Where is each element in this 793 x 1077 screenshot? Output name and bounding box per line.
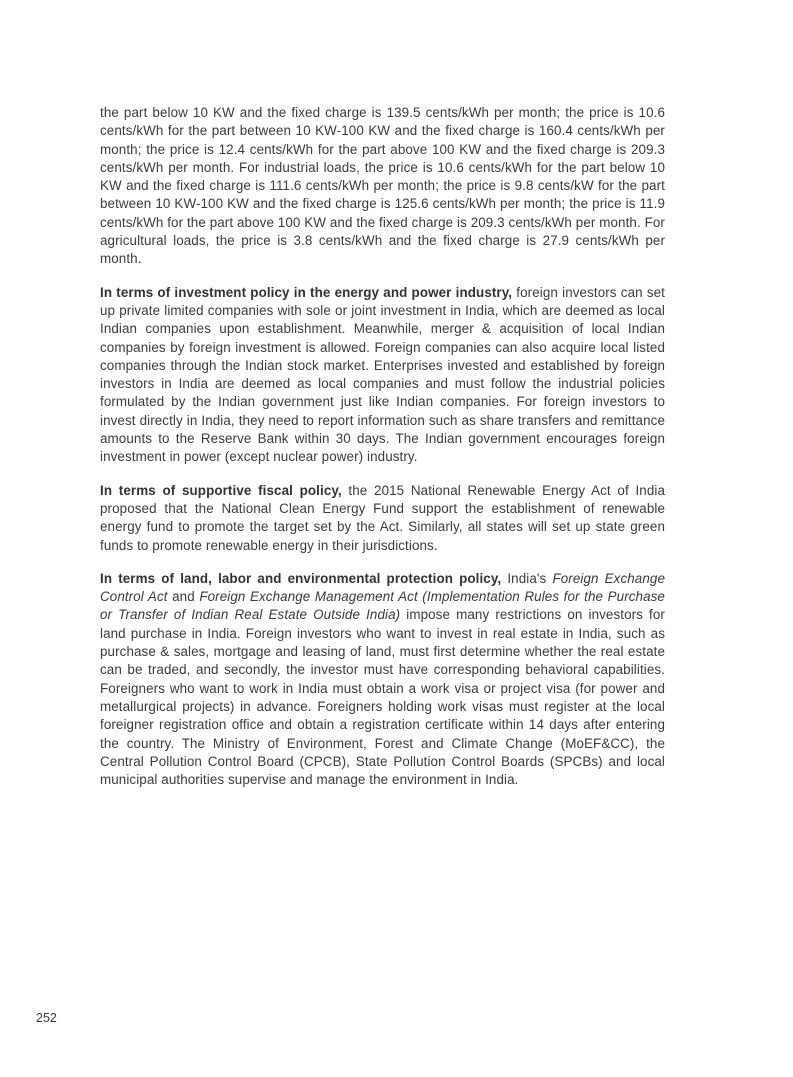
paragraph-text: the part below 10 KW and the fixed charge is 139.5 cents/kWh per month; the price is 10.6 cents/kWh for the part between 10 KW-100 KW and the fixed charge is 160.4 cents/kWh per month; the price is 12.4 cents/kWh for the part above 100 KW and the fixed charge is 209.3 cents/kWh per month. For industrial loads, the price is 10.6 cents/kWh for the part below 10 KW and the fixed charge is 111.6 cents/kWh per month; the price is 9.8 cents/kW for the part between 10 KW-100 KW and the fixed charge is 125.6 cents/kWh per month; the price is 11.9 cents/kWh for the part above 100 KW and the fixed charge is 209.3 cents/kWh per month. For agricultural loads, the price is 3.8 cents/kWh and the fixed charge is 27.9 cents/kWh per month. [100, 105, 665, 267]
paragraph-text: India's [501, 570, 553, 586]
page-number: 252 [36, 1011, 57, 1025]
act-title-italic: Foreign Exchange Control Act [100, 570, 665, 605]
paragraph-text: impose many restrictions on investors for land purchase in India. Foreign investors who want to invest in real estate in India, such as purchase & sales, mortgage and leasing of land, must first determine whether the real estate can be traded, and secondly, the investor must have corresponding behavioral capabilities. Foreigners who want to work in India must obtain a work visa or project visa (for power and metallurgical projects) in advance. Foreigners holding work visas must register at the local foreigner registration office and obtain a registration certificate within 14 days after entering the country. The Ministry of Environment, Forest and Climate Change (MoEF&CC), the Central Pollution Control Board (CPCB), State Pollution Control Boards (SPCBs) and local municipal authorities supervise and manage the environment in India. [100, 607, 665, 788]
paragraph-land-labor-environment-policy [100, 570, 665, 790]
page-body-text [100, 104, 665, 804]
paragraph-lead-bold: In terms of land, labor and environmental protection policy, [100, 570, 502, 586]
paragraph-fiscal-policy [100, 482, 665, 555]
paragraph-lead-bold: In terms of supportive fiscal policy, [100, 482, 342, 498]
paragraph-text: the 2015 National Renewable Energy Act of India proposed that the National Clean Energy Fund support the establishment of renewable energy fund to promote the target set by the Act. Similarly, all states will set up state green funds to promote renewable energy in their jurisdictions. [100, 482, 665, 553]
paragraph-investment-policy [100, 284, 665, 467]
paragraph-tariff-continuation [100, 104, 665, 269]
paragraph-lead-bold: In terms of investment policy in the energy and power industry, [100, 284, 513, 300]
act-title-italic: Foreign Exchange Management Act (Implementation Rules for the Purchase or Transfer of Indian Real Estate Outside India) [100, 589, 665, 623]
paragraph-text: and [167, 589, 200, 605]
paragraph-text: foreign investors can set up private limited companies with sole or joint investment in India, which are deemed as local Indian companies upon establishment. Meanwhile, merger & acquisition of local Indian companies by foreign investment is allowed. Foreign companies can also acquire local listed companies through the Indian stock market. Enterprises invested and established by foreign investors in India are deemed as local companies and must follow the industrial policies formulated by the Indian government just like Indian companies. For foreign investors to invest directly in India, they need to report information such as share transfers and remittance amounts to the Reserve Bank within 30 days. The Indian government encourages foreign investment in power (except nuclear power) industry. [100, 284, 665, 465]
